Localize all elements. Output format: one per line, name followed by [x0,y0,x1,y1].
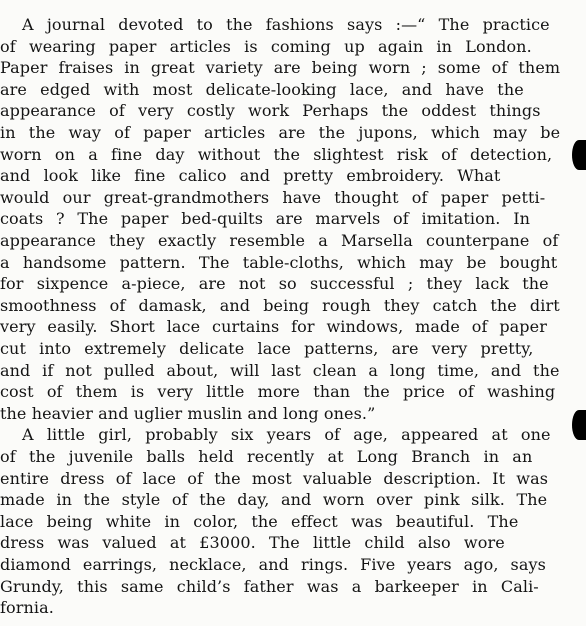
article-line: the heavier and uglier muslin and long ones.” [0,403,376,423]
article-line: cut into extremely delicate lace patterns, are very pretty, [0,339,534,358]
article-line: cost of them is very little more than the price of washing [0,382,556,402]
article-line: fornia. [0,598,54,618]
article-line: in the way of paper articles are the jupons, which may be [0,123,561,142]
article-line: made in the style of the day, and worn over pink silk. The [0,490,548,510]
article-line: entire dress of lace of the most valuable description. It was [0,468,549,488]
article-line: for sixpence a-piece, are not so successful ; they lack the [0,274,549,294]
article-line: of the juvenile balls held recently at Long Branch in an [0,447,533,466]
article-line: and look like fine calico and pretty embroidery. What [0,166,501,186]
article-line: a handsome pattern. The table-cloths, which may be bought [0,252,558,272]
article-line: lace being white in color, the effect was beautiful. The [0,511,519,531]
article-line: would our great-grandmothers have thought of paper petti- [0,187,546,207]
article-line: appearance of very costly work Perhaps the oddest things [0,101,541,121]
article-line: A little girl, probably six years of age, appeared at one [22,425,551,445]
article-line: appearance they exactly resemble a Marsella counterpane of [0,231,559,250]
article-line: smoothness of damask, and being rough they catch the dirt [0,295,560,315]
article-line: dress was valued at £3000. The little child also wore [0,533,505,553]
article-line: and if not pulled about, will last clean a long time, and the [0,360,560,380]
margin-ink-blot [572,410,586,440]
article-line: Grundy, this same child’s father was a barkeeper in Cali- [0,576,539,596]
article-line: worn on a fine day without the slightest risk of detection, [0,144,553,164]
article-line: A journal devoted to the fashions says :—“ The practice [22,15,550,34]
article-line: diamond earrings, necklace, and rings. Five years ago, says [0,555,546,574]
article-line: are edged with most delicate-looking lace, and have the [0,79,524,99]
margin-ink-blot [572,140,586,170]
article-line: very easily. Short lace curtains for windows, made of paper [0,317,547,337]
article-line: Paper fraises in great variety are being worn ; some of them [0,58,561,78]
article-line: of wearing paper articles is coming up again in London. [0,36,532,56]
article-line: coats ? The paper bed-quilts are marvels of imitation. In [0,209,531,229]
